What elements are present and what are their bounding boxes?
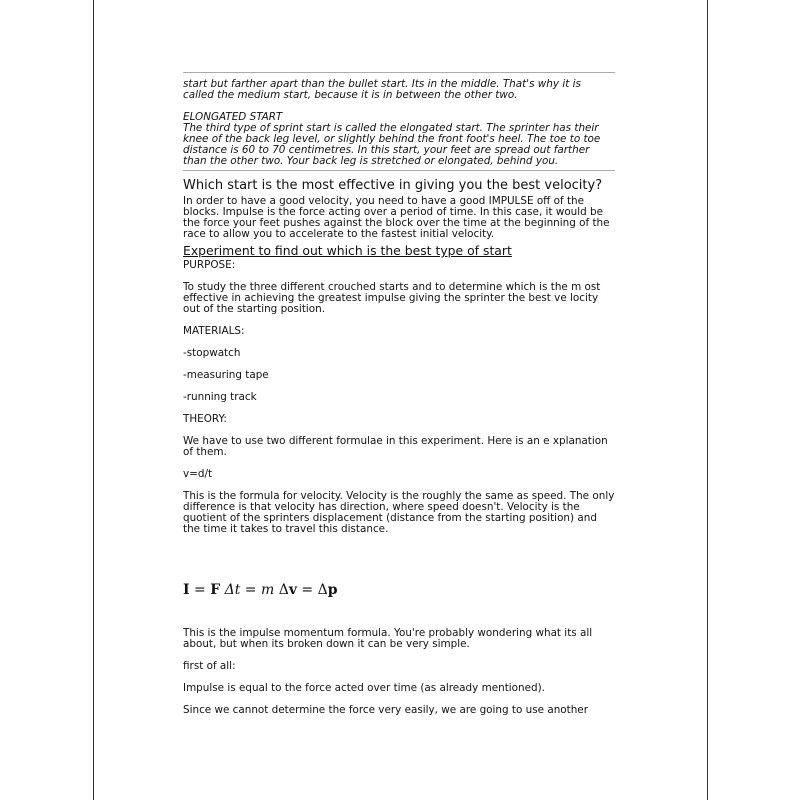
last-line: Since we cannot determine the force very easily, we are going to use another <box>183 704 588 716</box>
document-page <box>93 0 708 800</box>
velocity-formula: v=d/t <box>183 468 213 480</box>
quote-heading: ELONGATED START <box>183 111 283 123</box>
quote-line: start but farther apart than the bullet start. Its in the middle. That's why it is called the medium start, because it is in between the other two. <box>183 78 581 101</box>
quoted-block <box>183 72 615 171</box>
velocity-text: This is the formula for velocity. Velocity is the roughly the same as speed. The only difference is that velocity has direction, where speed doesn't. Velocity is the quotient of the sprinters displacement (distance from the starting position) and the time it takes to travel this distance. <box>183 490 615 535</box>
material-item: -running track <box>183 391 257 403</box>
intro-paragraph: In order to have a good velocity, you need to have a good IMPULSE off of the blocks. Impulse is the force acting over a period of time. In this case, it would be the force your feet pushes against the block over the time at the beginning of the race to allow you to accelerate to the fastest initial velocity. <box>183 195 610 240</box>
quote-body: The third type of sprint start is called the elongated start. The sprinter has their knee of the back leg level, or slightly behind the front foot's heel. The toe to toe distance is 60 to 70 centimetres. In this start, your feet are spread out farther than the other two. Your back leg is stretched or elongated, behind you. <box>183 122 601 167</box>
purpose-text: To study the three different crouched starts and to determine which is the m ost effective in achieving the greatest impulse giving the sprinter the best ve locity out of the starting position. <box>183 281 601 315</box>
material-item: -stopwatch <box>183 347 241 359</box>
experiment-title: Experiment to find out which is the best type of start <box>183 243 512 258</box>
section-title: Which start is the most effective in giving you the best velocity? <box>183 178 603 193</box>
materials-label: MATERIALS: <box>183 325 245 337</box>
purpose-label: PURPOSE: <box>183 259 236 271</box>
material-item: -measuring tape <box>183 369 269 381</box>
theory-label: THEORY: <box>183 413 227 425</box>
document-content <box>183 72 615 727</box>
impulse-definition: Impulse is equal to the force acted over time (as already mentioned). <box>183 682 545 694</box>
impulse-formula: I = F Δt = m Δv = Δp <box>183 582 338 598</box>
first-of-all: first of all: <box>183 660 236 672</box>
impulse-text: This is the impulse momentum formula. You're probably wondering what its all about, but when its broken down it can be very simple. <box>183 627 593 650</box>
theory-text: We have to use two different formulae in this experiment. Here is an e xplanation of them. <box>183 435 608 458</box>
